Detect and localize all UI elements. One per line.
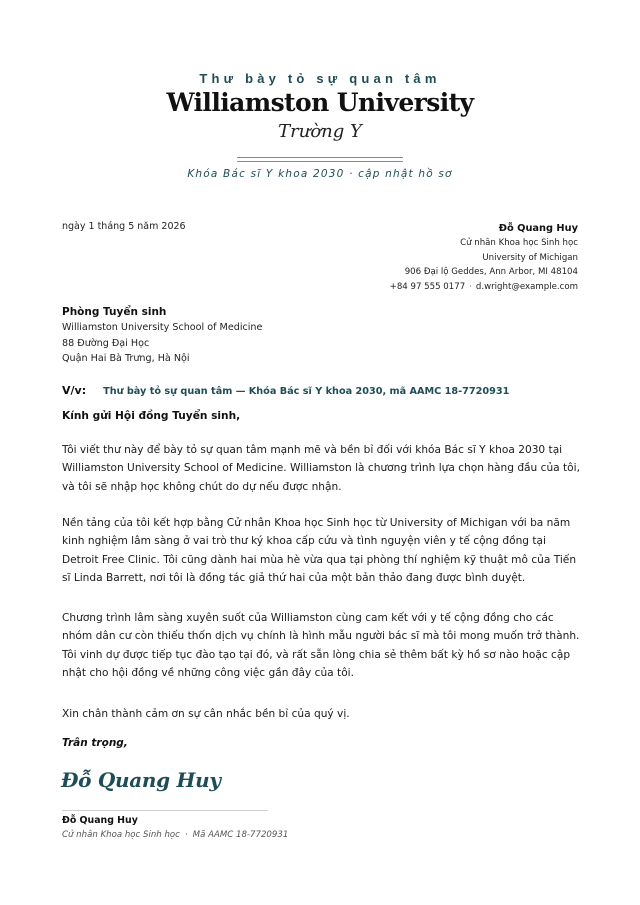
- recipient-city: Quận Hai Bà Trưng, Hà Nội: [62, 353, 190, 364]
- signature-degree: Cử nhân Khoa học Sinh học: [62, 830, 180, 840]
- contact-separator: ·: [469, 281, 472, 292]
- recipient-office: Phòng Tuyển sinh: [62, 306, 167, 318]
- body-paragraph-4: Xin chân thành cảm ơn sự cân nhắc bền bỉ của quý vị.: [62, 708, 350, 720]
- sender-address: 906 Đại lộ Geddes, Ann Arbor, MI 48104: [404, 267, 578, 277]
- letter-kicker: Thư bày tỏ sự quan tâm: [199, 71, 441, 86]
- header-subheading: Khóa Bác sĩ Y khoa 2030 · cập nhật hồ sơ: [187, 168, 453, 180]
- sender-contact: [390, 280, 578, 295]
- recipient-block: [62, 305, 262, 367]
- sender-phone: +84 97 555 0177: [389, 281, 466, 292]
- subject-line: [62, 379, 509, 398]
- body-paragraph-1: Tôi viết thư này để bày tỏ sự quan tâm mạnh mẽ và bền bỉ đối với khóa Bác sĩ Y khoa 2030 tại Williamston University School of Medicine. Williamston là chương trình lựa chọn hàng đầu của tôi, và tôi sẽ nhập học không chút do dự nếu được nhận.: [62, 444, 580, 493]
- letter-date: ngày 1 tháng 5 năm 2026: [62, 221, 186, 232]
- header-divider-top: [237, 157, 403, 158]
- subject-text: Thư bày tỏ sự quan tâm — Khóa Bác sĩ Y khoa 2030, mã AAMC 18-7720931: [103, 386, 510, 397]
- sender-name: Đỗ Quang Huy: [498, 223, 578, 234]
- sender-block: [390, 222, 578, 294]
- university-name: Williamston University: [166, 88, 474, 117]
- body-paragraph-3: Chương trình lâm sàng xuyên suốt của Williamston cùng cam kết với y tế cộng đồng cho các nhóm dân cư còn thiếu thốn dịch vụ chính là hình mẫu người bác sĩ mà tôi mong muốn trở thành. Tôi vinh dự được tiếp tục đào tạo tại đó, và rất sẵn lòng chia sẻ thêm bất kỳ hồ sơ nào hoặc cập nhật cho hội đồng về những công việc gần đây của tôi.: [62, 612, 580, 679]
- header-divider-bottom: [237, 161, 403, 162]
- signature-separator: ·: [184, 830, 188, 840]
- recipient-school: Williamston University School of Medicine: [62, 322, 263, 333]
- signature-script: Đỗ Quang Huy: [61, 768, 221, 792]
- body-paragraph-2: Nền tảng của tôi kết hợp bằng Cử nhân Khoa học Sinh học từ University of Michigan với ba năm kinh nghiệm lâm sàng ở vai trò thư ký khoa cấp cứu và tình nguyện viên y tế cộng đồng tại Detroit Free Clinic. Tôi cũng dành hai mùa hè vừa qua tại phòng thí nghiệm kỹ thuật mô của Tiến sĩ Linda Barrett, nơi tôi là đồng tác giả thứ hai của một bản thảo đang được bình duyệt.: [62, 517, 577, 584]
- salutation: Kính gửi Hội đồng Tuyển sinh,: [62, 410, 241, 422]
- signature-divider: [62, 810, 268, 811]
- sender-degree: Cử nhân Khoa học Sinh học: [460, 238, 578, 248]
- signature-name: Đỗ Quang Huy: [62, 815, 138, 826]
- sender-institution: University of Michigan: [482, 252, 578, 263]
- closing: Trân trọng,: [62, 737, 128, 749]
- signature-aamc: Mã AAMC 18-7720931: [192, 830, 289, 840]
- sender-email[interactable]: d.wright@example.com: [475, 281, 578, 292]
- subject-label: V/v:: [62, 384, 87, 397]
- signature-meta: [62, 830, 288, 840]
- school-name: Trường Y: [278, 121, 362, 142]
- recipient-street: 88 Đường Đại Học: [62, 337, 150, 349]
